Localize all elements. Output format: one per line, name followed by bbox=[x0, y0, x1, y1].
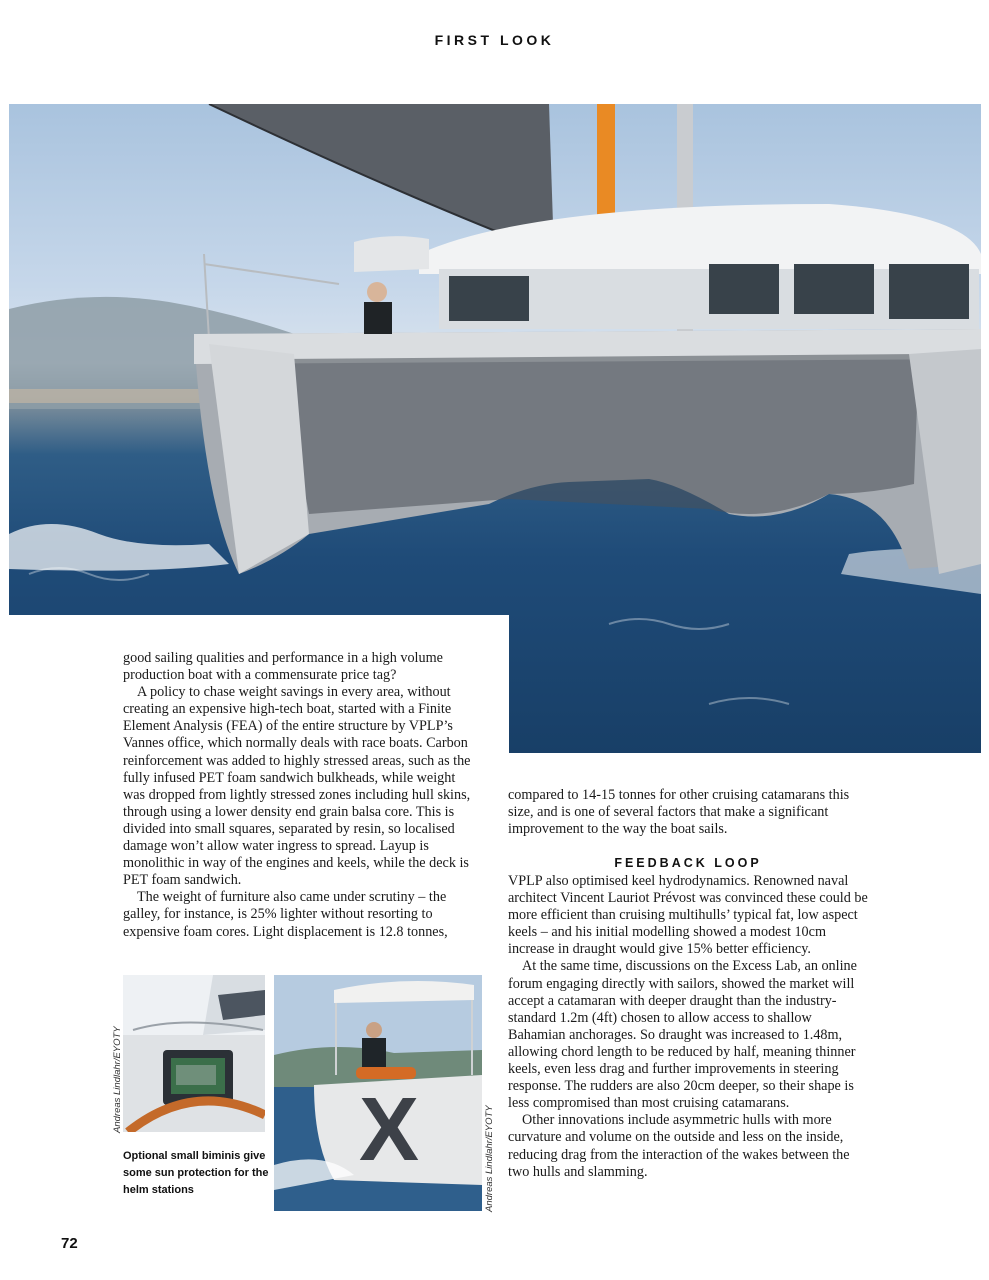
right-paragraph-3: Other innovations include asymmetric hulls with more curvature and volume on the outside and less on the inside, reducing drag from the interaction of the wakes between the two hulls and slamming. bbox=[508, 1112, 850, 1180]
right-paragraph-2: At the same time, discussions on the Excess Lab, an online forum engaging directly with sailors, showed the market will accept a catamaran with deeper draught than the industry-standard 1.2m (4ft) chosen to allow access to shallow Bahamian anchorages. So draught was increased to 1.48m, allowing chord length to be reduced by half, meaning thinner keels, even less drag and further improvements in steering response. The rudders are also 20cm deeper, so their shape is less compromised than most cruising catamarans. bbox=[508, 958, 857, 1112]
subheading: FEEDBACK LOOP bbox=[614, 856, 762, 870]
left-paragraph-2: A policy to chase weight savings in every area, without creating an expensive high-tech boat, started with a Finite Element Analysis (FEA) of the entire structure by VPLP’s Vannes office, which normally deals with race boats. Carbon reinforcement was added to highly stressed areas, such as the fully infused PET foam sandwich bulkheads, while weight was dropped from lightly stressed zones including hull skins, through using a lower density end grain balsa core. This is divided into small squares, separated by resin, so localised damage won’t allow water ingress to spread. Layup is monolithic in way of the engines and keels, while the deck is PET foam sandwich. bbox=[123, 684, 471, 889]
right-continuation-text: compared to 14-15 tonnes for other cruising catamarans this size, and is one of several factors that make a significant improvement to the way the boat sails. bbox=[508, 787, 850, 838]
right-paragraph-1: VPLP also optimised keel hydrodynamics. Renowned naval architect Vincent Lauriot Prévost was convinced these could be more efficient than cruising multihulls’ typical fat, low aspect keels – and his initial modelling showed a modest 10cm increase in draught would give 15% better efficiency. bbox=[508, 873, 868, 958]
helm-station-photo bbox=[123, 975, 265, 1132]
right-column bbox=[508, 873, 868, 1181]
left-paragraph-1: good sailing qualities and performance in a high volume production boat with a commensurate price tag? bbox=[123, 650, 443, 684]
photo-credit-2: Andreas Lindlahr/EYOTY bbox=[484, 1105, 495, 1212]
page-number: 72 bbox=[61, 1235, 78, 1252]
photo-caption: Optional small biminis give some sun protection for the helm stations bbox=[123, 1150, 269, 1196]
bimini-illustration bbox=[274, 975, 482, 1211]
bimini-photo bbox=[274, 975, 482, 1211]
left-column bbox=[123, 650, 479, 941]
left-paragraph-3: The weight of furniture also came under scrutiny – the galley, for instance, is 25% lighter without resorting to expensive foam cores. Light displacement is 12.8 tonnes, bbox=[123, 889, 448, 940]
helm-illustration bbox=[123, 975, 265, 1132]
section-header: FIRST LOOK bbox=[434, 32, 555, 48]
right-column-continuation bbox=[508, 787, 868, 838]
photo-credit-1: Andreas Lindlahr/EYOTY bbox=[112, 1026, 123, 1133]
hull-letter-x: X bbox=[359, 1080, 420, 1180]
